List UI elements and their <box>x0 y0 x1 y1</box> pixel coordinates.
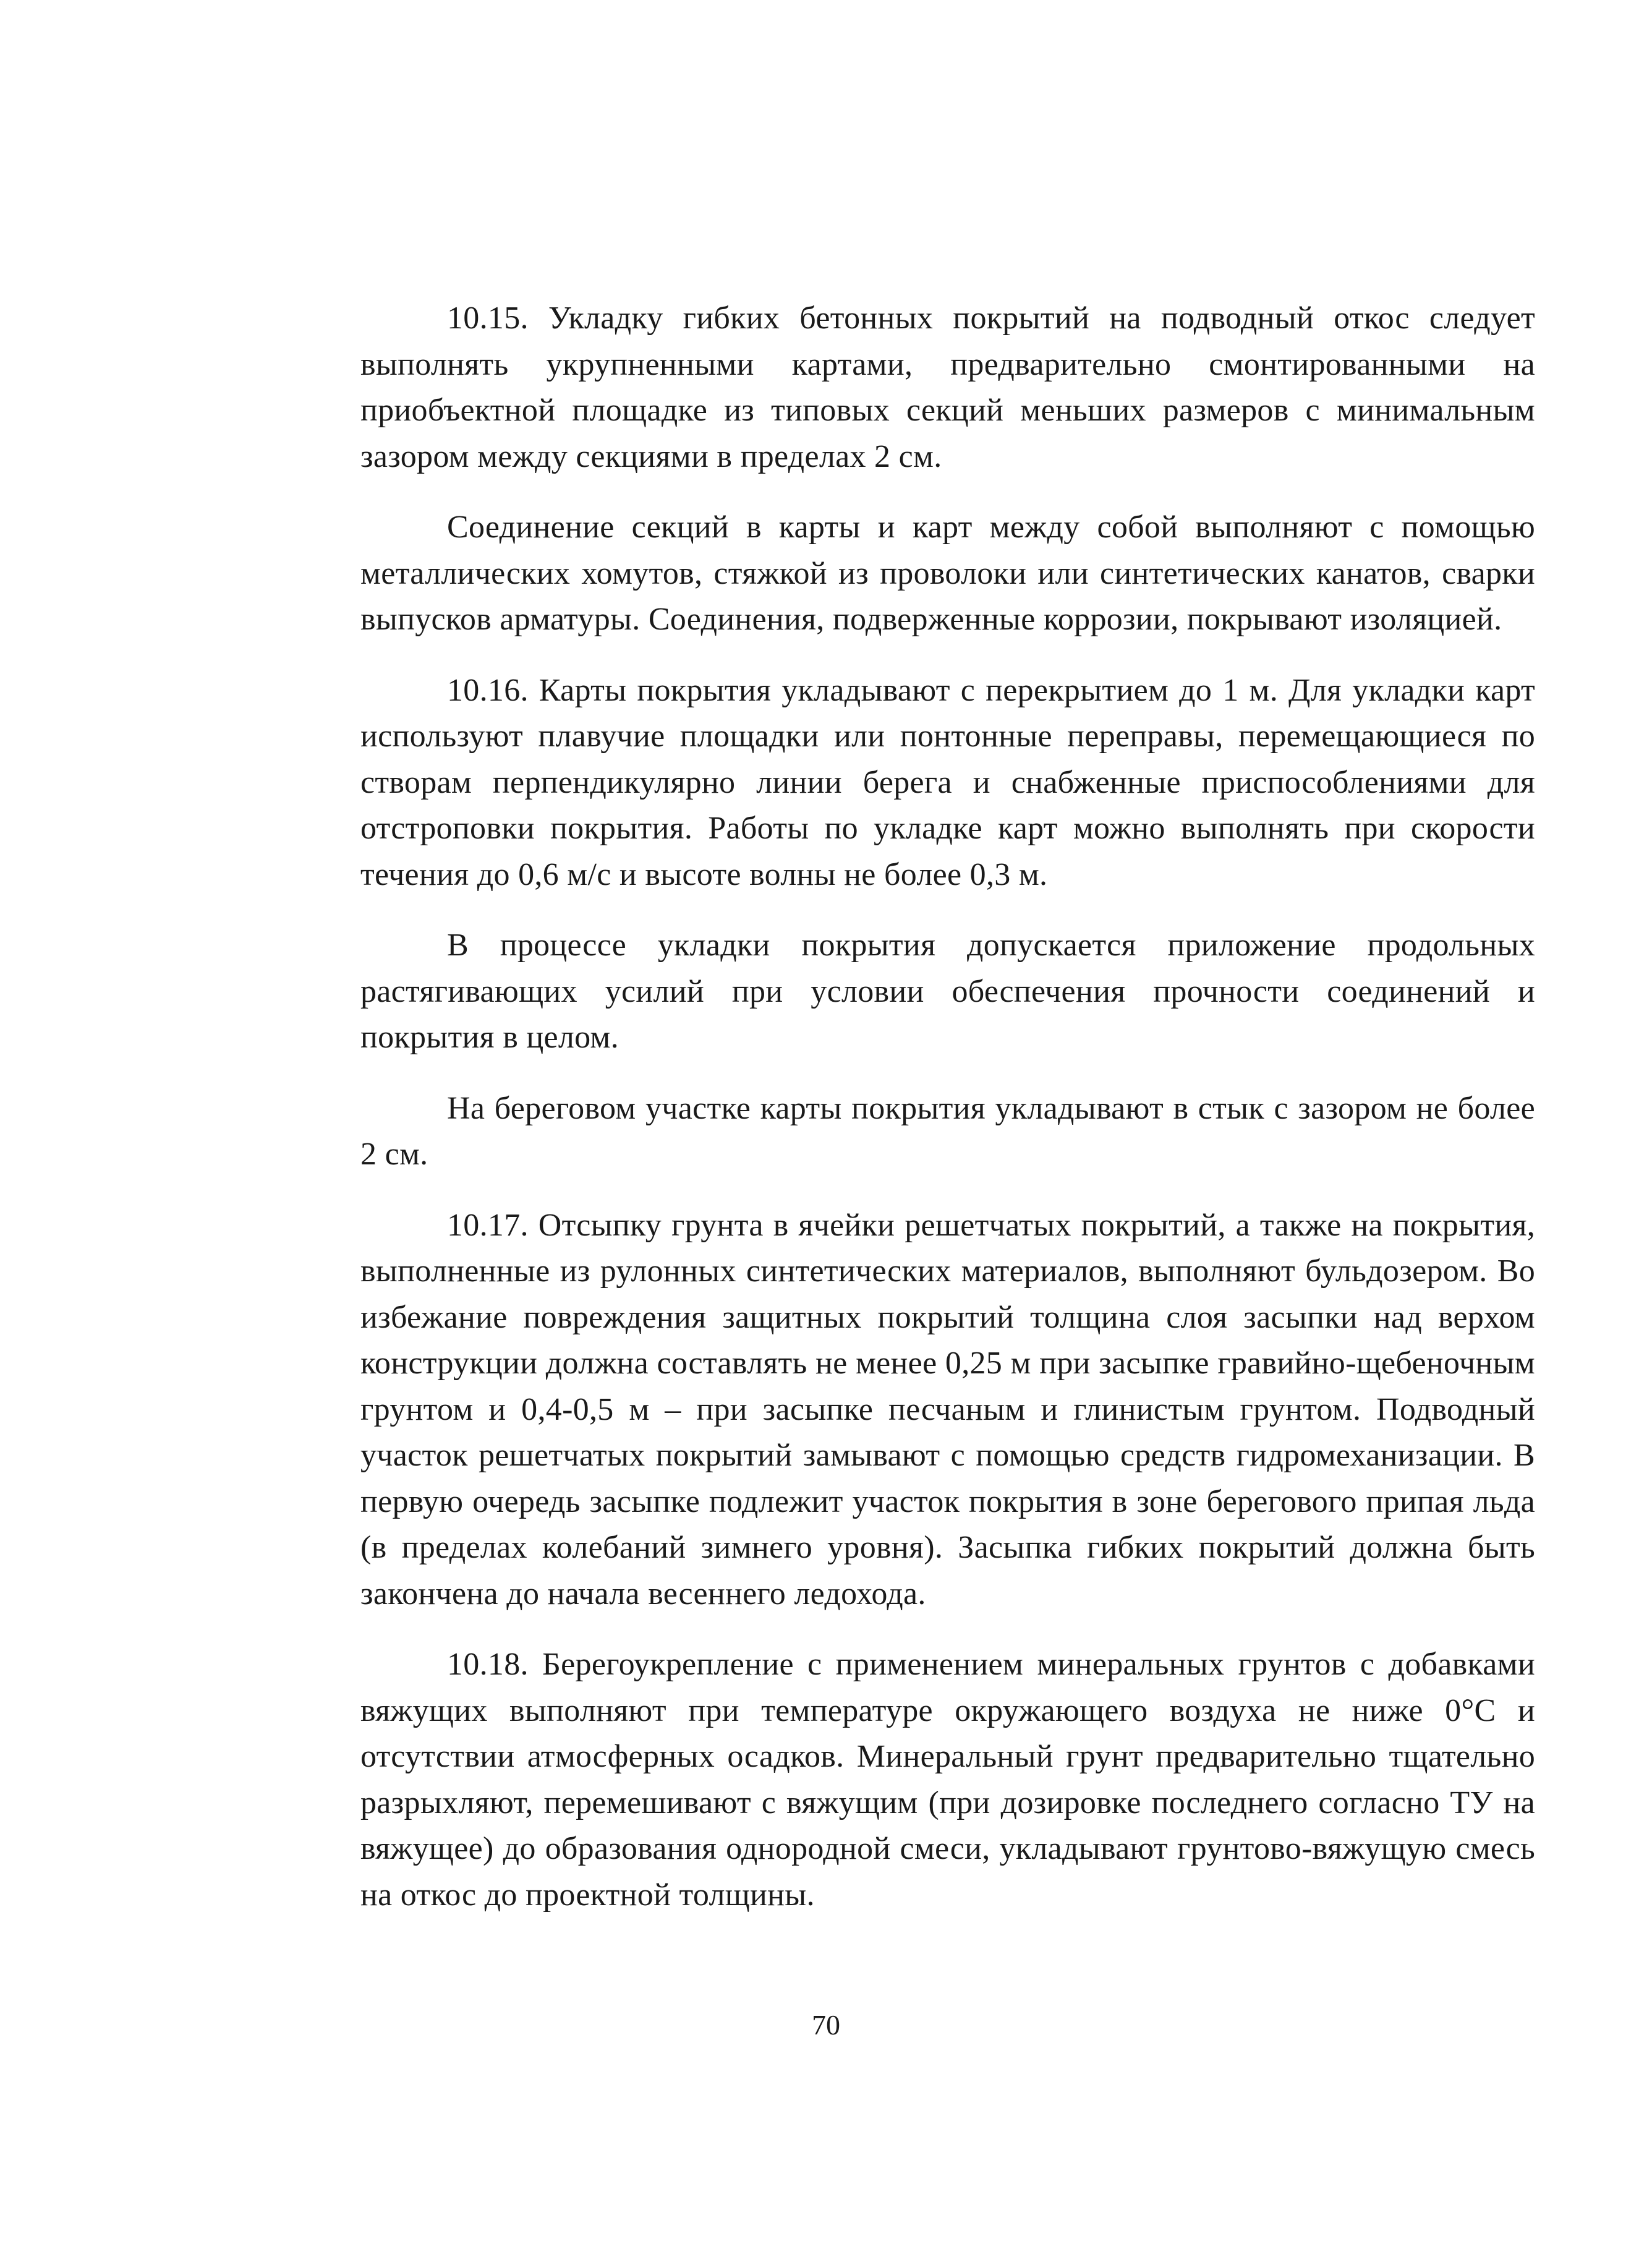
paragraph-10-15: 10.15. Укладку гибких бетонных покрытий на подводный откос следует выполнять укрупненными картами, предварительно смонтированными на приобъектной площадке из типовых секций меньших размеров с минимальным зазором между секциями в пределах 2 см. <box>360 301 1535 474</box>
page-number: 70 <box>812 2009 840 2041</box>
paragraph-10-16: 10.16. Карты покрытия укладывают с перекрытием до 1 м. Для укладки карт используют плавучие площадки или понтонные переправы, перемещающиеся по створам перпендикулярно линии берега и снабженные приспособлениями для отстроповки покрытия. Работы по укладке карт можно выполнять при скорости течения до 0,6 м/с и высоте волны не более 0,3 м. <box>360 672 1535 892</box>
paragraph-10-18: 10.18. Берегоукрепление с применением минеральных грунтов с добавками вяжущих выполняют при температуре окружающего воздуха не ниже 0°С и отсутствии атмосферных осадков. Минеральный грунт предварительно тщательно разрыхляют, перемешивают с вяжущим (при дозировке последнего согласно ТУ на вяжущее) до образования однородной смеси, укладывают грунтово-вяжущую смесь на откос до проектной толщины. <box>360 1647 1535 1913</box>
body-text <box>360 296 1535 1943</box>
paragraph-tension-loads: В процессе укладки покрытия допускается приложение продольных растягивающих усилий при условии обеспечения прочности соединений и покрытия в целом. <box>360 928 1535 1055</box>
paragraph-shore-section: На береговом участке карты покрытия укладывают в стык с зазором не более 2 см. <box>360 1090 1535 1172</box>
paragraph-10-17: 10.17. Отсыпку грунта в ячейки решетчатых покрытий, а также на покрытия, выполненные из рулонных синтетических материалов, выполняют бульдозером. Во избежание повреждения защитных покрытий толщина слоя засыпки над верхом конструкции должна составлять не менее 0,25 м при засыпке гравийно-щебеночным грунтом и 0,4-0,5 м – при засыпке песчаным и глинистым грунтом. Подводный участок решетчатых покрытий замывают с помощью средств гидромеханизации. В первую очередь засыпке подлежит участок покрытия в зоне берегового припая льда (в пределах колебаний зимнего уровня). Засыпка гибких покрытий должна быть закончена до начала весеннего ледохода. <box>360 1207 1535 1611</box>
paragraph-section-joining: Соединение секций в карты и карт между собой выполняют с помощью металлических хомутов, стяжкой из проволоки или синтетических канатов, сварки выпусков арматуры. Соединения, подверженные коррозии, покрывают изоляцией. <box>360 510 1535 637</box>
